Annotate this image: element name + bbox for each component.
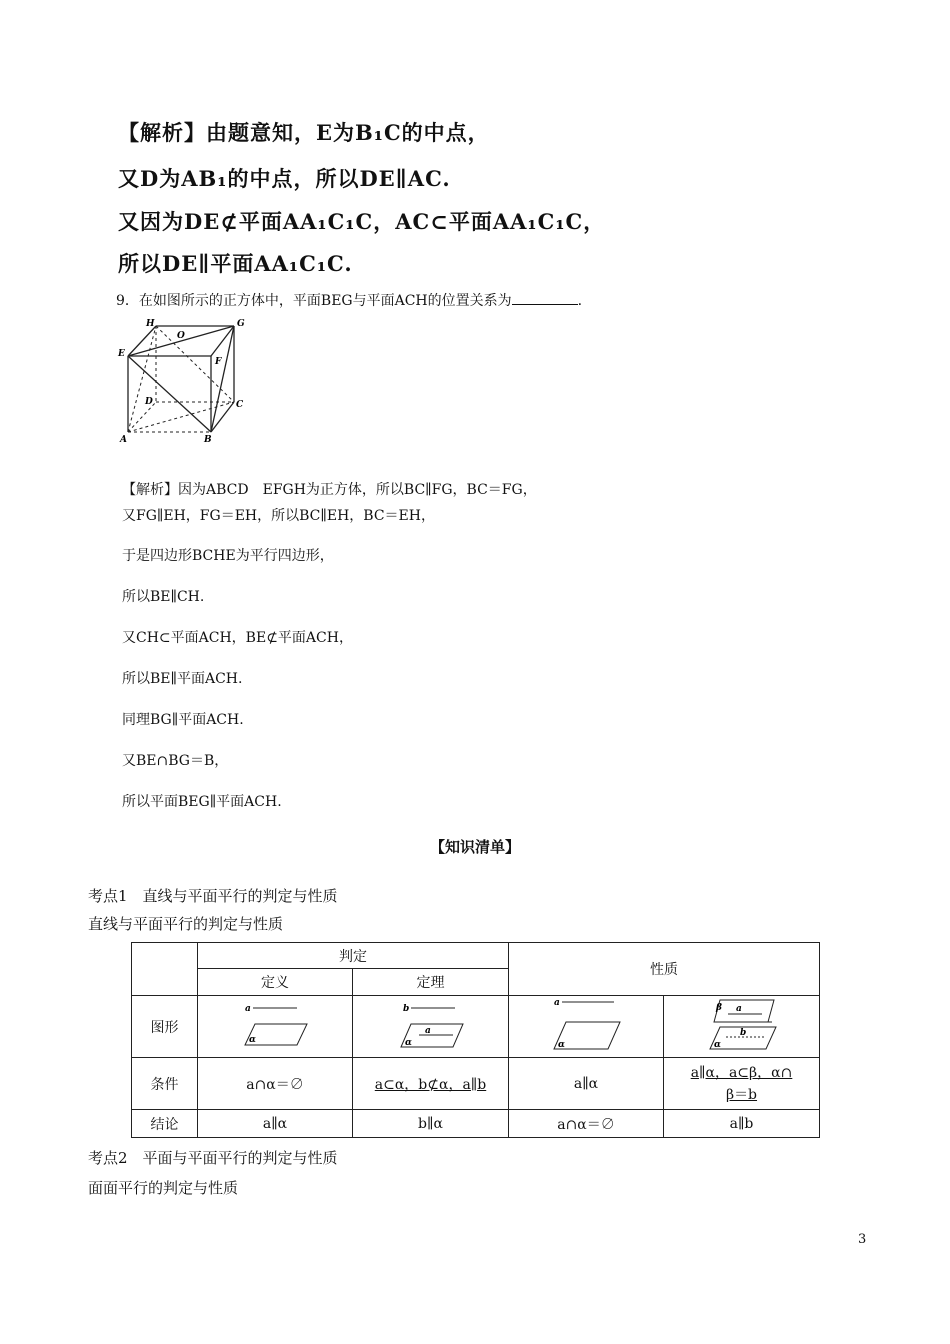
figure-theorem	[353, 996, 509, 1058]
solution-9-line-8: 又BE∩BG＝B，	[122, 753, 229, 769]
row-label-condition: 条件	[132, 1058, 198, 1110]
cond-property-1: a∥α	[509, 1058, 664, 1110]
question-9-text: 9．在如图所示的正方体中，平面BEG与平面ACH的位置关系为	[116, 293, 512, 309]
corner-cell	[132, 943, 198, 996]
label-F: F	[215, 357, 222, 367]
cond-theorem-text: a⊂α，b⊄α，a∥b	[374, 1076, 487, 1093]
figure-thm-diagram	[381, 999, 481, 1051]
label-G: G	[237, 319, 245, 329]
figure-property-1	[509, 996, 664, 1058]
header-theorem: 定理	[353, 969, 509, 996]
section-title: 【知识清单】	[429, 838, 520, 856]
concl-theorem: b∥α	[353, 1110, 509, 1138]
question-9-end: .	[577, 293, 583, 309]
fig-p2-label-alpha: α	[713, 1039, 721, 1050]
label-C: C	[236, 400, 244, 410]
label-E: E	[118, 349, 125, 359]
figure-property-2	[664, 996, 820, 1058]
figure-def-diagram	[225, 999, 325, 1051]
cond-theorem	[353, 1058, 509, 1110]
line-plane-parallel-table	[131, 942, 820, 1138]
fig-thm-label-alpha: α	[404, 1037, 412, 1048]
fig-def-label-a: a	[245, 1003, 251, 1014]
row-label-conclusion: 结论	[132, 1110, 198, 1138]
fig-p2-label-b: b	[739, 1027, 746, 1038]
cond-property-2-line-2: β＝b	[725, 1086, 758, 1103]
solution-9-line-4: 所以BE∥CH.	[122, 589, 205, 605]
label-O: O	[177, 331, 185, 341]
solution-9-line-7: 同理BG∥平面ACH.	[122, 712, 244, 728]
question-9	[116, 290, 582, 310]
concl-property-2: a∥b	[664, 1110, 820, 1138]
cond-property-2-line-1: a∥α，a⊂β，α∩	[690, 1064, 793, 1081]
kp1-title: 考点1 直线与平面平行的判定与性质	[88, 887, 338, 905]
concl-property-1: a∩α＝∅	[509, 1110, 664, 1138]
figure-prop1-diagram	[536, 997, 636, 1053]
header-judge: 判定	[198, 943, 509, 969]
kp1-subtitle: 直线与平面平行的判定与性质	[88, 915, 284, 933]
fig-p1-label-a: a	[554, 997, 560, 1008]
label-A: A	[120, 435, 127, 445]
fig-p2-label-a: a	[735, 1003, 742, 1014]
cond-definition: a∩α＝∅	[198, 1058, 353, 1110]
solution-9-line-6: 所以BE∥平面ACH.	[122, 671, 243, 687]
answer-blank	[512, 292, 578, 305]
header-definition: 定义	[198, 969, 353, 996]
fig-thm-label-b: b	[402, 1003, 409, 1014]
solution-9-line-5: 又CH⊂平面ACH，BE⊄平面ACH，	[122, 630, 353, 646]
kp2-title: 考点2 平面与平面平行的判定与性质	[88, 1149, 338, 1167]
fig-p1-label-alpha: α	[558, 1039, 565, 1050]
label-D: D	[145, 397, 153, 407]
page-number: 3	[858, 1232, 867, 1247]
prev-solution-line-1: 【解析】由题意知，E为B₁C的中点，	[118, 120, 490, 145]
row-label-figure: 图形	[132, 996, 198, 1058]
header-property: 性质	[509, 943, 820, 996]
fig-thm-label-a: a	[424, 1025, 431, 1036]
concl-definition: a∥α	[198, 1110, 353, 1138]
solution-9-line-9: 所以平面BEG∥平面ACH.	[122, 794, 282, 810]
solution-9-line-1: 【解析】因为ABCD EFGH为正方体，所以BC∥FG，BC＝FG，	[122, 482, 537, 498]
prev-solution-line-3: 又因为DE⊄平面AA₁C₁C，AC⊂平面AA₁C₁C，	[118, 209, 606, 234]
fig-p2-label-beta: β	[715, 1002, 722, 1013]
label-H: H	[146, 319, 155, 329]
fig-def-label-alpha: α	[249, 1034, 256, 1045]
prev-solution-line-2: 又D为AB₁的中点，所以DE∥AC.	[118, 166, 451, 191]
figure-definition	[198, 996, 353, 1058]
cond-property-2	[664, 1058, 820, 1110]
solution-9-line-3: 于是四边形BCHE为平行四边形，	[122, 548, 334, 564]
label-B: B	[204, 435, 212, 445]
prev-solution-line-4: 所以DE∥平面AA₁C₁C.	[118, 251, 353, 276]
solution-9-line-2: 又FG∥EH，FG＝EH，所以BC∥EH，BC＝EH，	[122, 508, 435, 524]
figure-prop2-diagram	[692, 997, 792, 1053]
kp2-subtitle: 面面平行的判定与性质	[88, 1179, 239, 1197]
cube-figure	[110, 312, 260, 452]
